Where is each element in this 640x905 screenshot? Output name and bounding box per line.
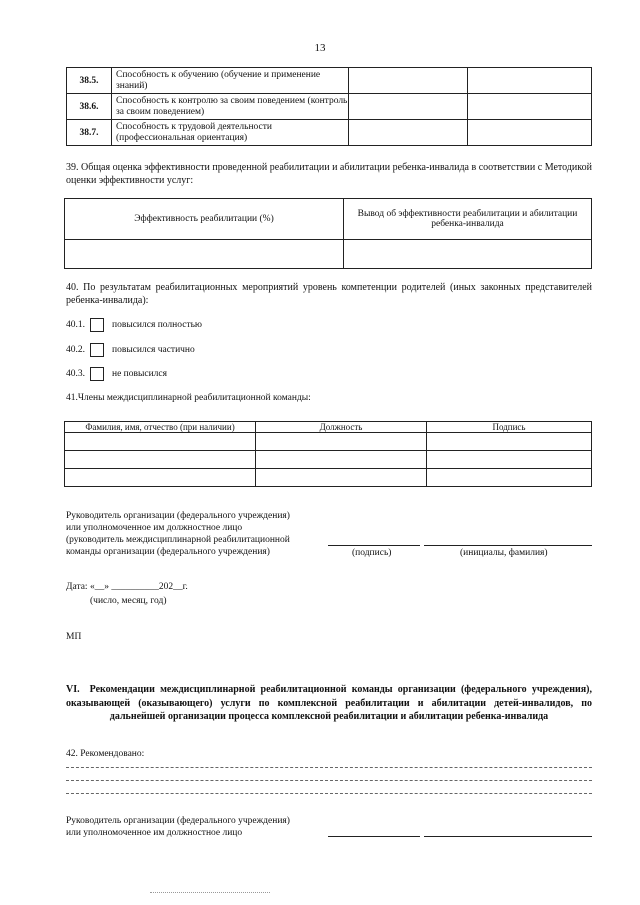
table-row [65, 451, 592, 469]
name-cell[interactable] [65, 433, 256, 451]
column-header: Фамилия, имя, отчество (при наличии) [65, 422, 256, 433]
empty-cell[interactable] [468, 120, 592, 146]
column-header: Должность [256, 422, 427, 433]
option-number: 40.2. [66, 345, 85, 355]
table-row [67, 68, 592, 94]
table-header-row [65, 422, 592, 433]
section-42-text: 42. Рекомендовано: [66, 749, 145, 759]
recommendation-line[interactable] [66, 780, 592, 781]
recommendation-line[interactable] [66, 793, 592, 794]
signature-line-text: команды организации (федерального учреждения) [66, 546, 270, 557]
signature-line-text: или уполномоченное им должностное лицо [66, 522, 243, 533]
section-6-title: Рекомендации междисциплинарной реабилитационной команды организации (федерального учреждения), оказывающей (оказывающего) услуги по комплексной реабилитации и абилитации детей-инвалидов, по дальнейшей организации процесса комплексной реабилитации и абилитации ребенка-инвалида [66, 684, 592, 722]
section-40-text: 40. По результатам реабилитационных мероприятий уровень компетенции родителей (иных законных представителей ребенка-инвалида): [66, 282, 592, 306]
option-label: повысился полностью [112, 320, 203, 330]
item-text: Способность к обучению (обучение и применение знаний) [112, 68, 349, 94]
column-header: Эффективность реабилитации (%) [65, 199, 344, 240]
signature-field-line[interactable] [328, 836, 420, 837]
option-40-3 [66, 367, 167, 381]
signature-field-line[interactable] [328, 545, 420, 546]
name-field-line[interactable] [424, 836, 592, 837]
signature-caption: (подпись) [352, 548, 392, 558]
item-number: 38.6. [67, 94, 112, 120]
column-header: Подпись [427, 422, 592, 433]
checkbox[interactable] [90, 318, 104, 332]
section-roman-numeral: VI. [66, 684, 80, 695]
page-number: 13 [314, 42, 326, 54]
signature-block [66, 511, 290, 559]
empty-cell[interactable] [349, 68, 468, 94]
signature-cell[interactable] [427, 433, 592, 451]
checkbox[interactable] [90, 367, 104, 381]
name-caption: (инициалы, фамилия) [460, 548, 548, 558]
table-row [65, 433, 592, 451]
scan-artifact-line [150, 892, 270, 893]
item-text: Способность к контролю за своим поведением (контроль за своим поведением) [112, 94, 349, 120]
section-41-text: 41.Члены междисциплинарной реабилитационной команды: [66, 393, 311, 403]
table-row [65, 469, 592, 487]
item-number: 38.5. [67, 68, 112, 94]
checkbox[interactable] [90, 343, 104, 357]
date-field[interactable]: Дата: «__» __________202__г. [66, 582, 188, 592]
empty-cell[interactable] [468, 68, 592, 94]
recommendation-line[interactable] [66, 767, 592, 768]
column-header: Вывод об эффективности реабилитации и абилитации ребенка-инвалида [344, 199, 592, 240]
item-text: Способность к трудовой деятельности (профессиональная ориентация) [112, 120, 349, 146]
signature-line-text: (руководитель междисциплинарной реабилитационной [66, 534, 290, 545]
section-39-text: 39. Общая оценка эффективности проведенной реабилитации и абилитации ребенка-инвалида в соответствии с Методикой оценки эффективности услуг: [66, 162, 592, 186]
option-label: повысился частично [112, 345, 195, 355]
option-40-1 [66, 318, 202, 332]
empty-cell[interactable] [349, 94, 468, 120]
table-header-row [65, 199, 592, 240]
team-members-table [64, 421, 592, 487]
items-38-table [66, 67, 592, 146]
conclusion-cell[interactable] [344, 240, 592, 269]
signature-line-text: или уполномоченное им должностное лицо [66, 828, 243, 839]
signature-cell[interactable] [427, 451, 592, 469]
signature-cell[interactable] [427, 469, 592, 487]
effectiveness-table [64, 198, 592, 269]
item-number: 38.7. [67, 120, 112, 146]
position-cell[interactable] [256, 433, 427, 451]
name-field-line[interactable] [424, 545, 592, 546]
empty-cell[interactable] [468, 94, 592, 120]
signature-block-2 [66, 815, 290, 840]
date-hint: (число, месяц, год) [90, 596, 167, 606]
option-40-2 [66, 343, 195, 357]
option-number: 40.1. [66, 320, 85, 330]
option-number: 40.3. [66, 369, 85, 379]
effectiveness-cell[interactable] [65, 240, 344, 269]
position-cell[interactable] [256, 451, 427, 469]
table-row [67, 94, 592, 120]
name-cell[interactable] [65, 451, 256, 469]
name-cell[interactable] [65, 469, 256, 487]
position-cell[interactable] [256, 469, 427, 487]
seal-place-label: МП [66, 632, 82, 642]
table-row [65, 240, 592, 269]
option-label: не повысился [112, 369, 168, 379]
signature-line-text: Руководитель организации (федерального учреждения) [66, 511, 290, 521]
signature-line-text: Руководитель организации (федерального учреждения) [66, 816, 290, 826]
section-6-heading [66, 683, 592, 724]
empty-cell[interactable] [349, 120, 468, 146]
table-row [67, 120, 592, 146]
